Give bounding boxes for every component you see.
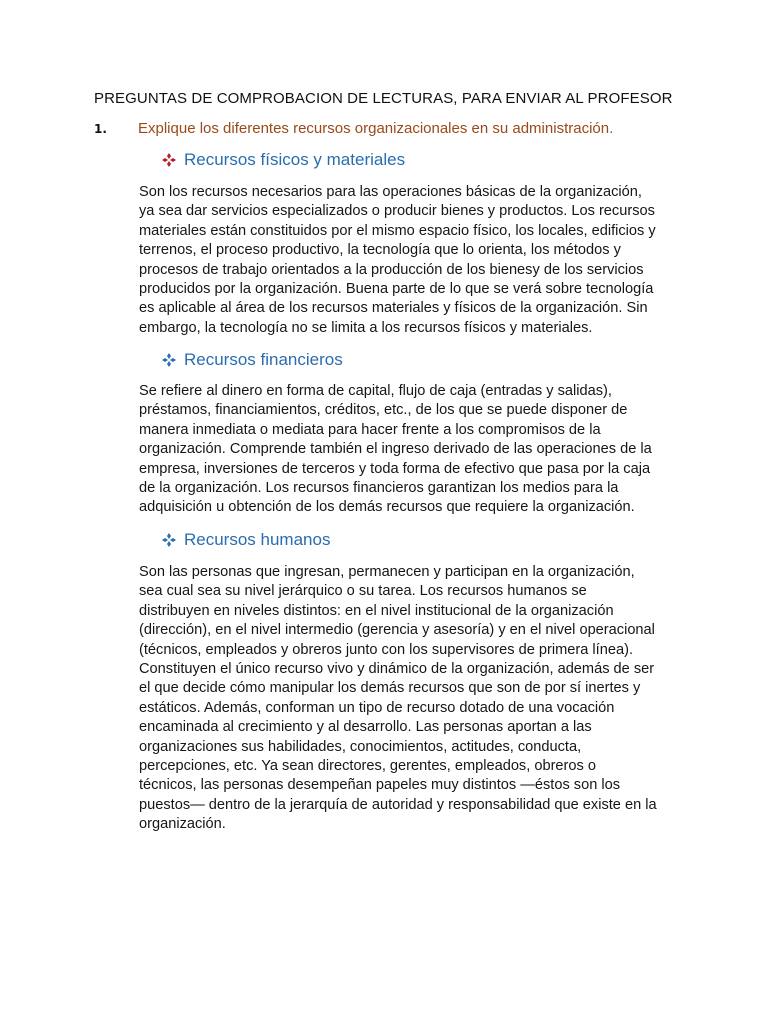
paragraph-line: embargo, la tecnología no se limita a los recursos físicos y materiales. <box>139 319 593 336</box>
paragraph-line: distribuyen en niveles distintos: en el nivel institucional de la organización <box>139 602 614 619</box>
paragraph-line: de la organización. Los recursos financieros garantizan los medios para la <box>139 480 619 497</box>
paragraph-line: Son los recursos necesarios para las operaciones básicas de la organización, <box>139 184 642 200</box>
paragraph-line: técnicos, las personas desempeñan papeles muy distintos —éstos son los <box>139 777 621 794</box>
question-text: Explique los diferentes recursos organizacionales en su administración. <box>138 120 614 137</box>
paragraph-line: adquisición u obtención de los demás recursos que requiere la organización. <box>139 499 635 516</box>
paragraph-line: Constituyen el único recurso vivo y dinámico de la organización, además de ser <box>139 661 655 678</box>
paragraph-line: organizaciones sus habilidades, conocimientos, actitudes, conducta, <box>139 738 582 755</box>
paragraph-line: el que decide cómo manipular los demás recursos que son de por sí inertes y <box>139 680 641 697</box>
paragraph-line: manera inmediata o mediata para hacer frente a los compromisos de la <box>139 421 601 438</box>
section-heading-fisicos <box>162 150 405 170</box>
diamond-bullet-icon-svg <box>162 533 176 547</box>
paragraph-line: encaminada al crecimiento y al desarrollo. Las personas aportan a las <box>139 719 592 736</box>
section-body-humanos <box>139 563 679 835</box>
document-title: PREGUNTAS DE COMPROBACION DE LECTURAS, PARA ENVIAR AL PROFESOR <box>94 90 673 107</box>
question-item <box>94 120 694 142</box>
question-number: 1. <box>94 122 107 136</box>
section-heading-humanos <box>162 530 330 550</box>
paragraph-line: organización. Comprende también el ingreso derivado de las operaciones de la <box>139 441 652 458</box>
diamond-bullet-icon <box>162 533 176 547</box>
section-heading-text: Recursos humanos <box>184 530 331 549</box>
diamond-bullet-icon-svg <box>162 153 176 167</box>
section-heading-text: Recursos financieros <box>184 350 343 369</box>
paragraph-line: préstamos, financiamientos, créditos, etc., de los que se puede disponer de <box>139 402 628 419</box>
diamond-bullet-icon <box>162 353 176 367</box>
section-heading-financieros <box>162 350 343 370</box>
paragraph-line: (técnicos, empleados y obreros junto con los supervisores de primera línea). <box>139 641 633 658</box>
diamond-bullet-icon <box>162 153 176 167</box>
paragraph-line: procesos de trabajo orientados a la producción de los bienesy de los servicios <box>139 261 644 278</box>
paragraph-line: ya sea dar servicios especializados o producir bienes y productos. Los recursos <box>139 203 655 220</box>
paragraph-line: (dirección), en el nivel intermedio (gerencia y asesoría) y en el nivel operacional <box>139 622 655 639</box>
paragraph-line: terrenos, el proceso productivo, la tecnología que lo orienta, los métodos y <box>139 242 621 259</box>
paragraph-line: Se refiere al dinero en forma de capital, flujo de caja (entradas y salidas), <box>139 383 612 399</box>
paragraph-line: materiales están constituidos por el mismo espacio físico, los locales, edificios y <box>139 222 656 239</box>
section-heading-text: Recursos físicos y materiales <box>184 150 406 169</box>
paragraph-line: sea cual sea su nivel jerárquico o su tarea. Los recursos humanos se <box>139 583 587 600</box>
section-body-fisicos <box>139 183 679 338</box>
paragraph-line: Son las personas que ingresan, permanecen y participan en la organización, <box>139 564 635 580</box>
paragraph-line: producidos por la organización. Buena parte de lo que se verá sobre tecnología <box>139 281 654 298</box>
paragraph-line: es aplicable al área de los recursos materiales y físicos de la organización. Sin <box>139 300 648 317</box>
paragraph-line: puestos— dentro de la jerarquía de autoridad y responsabilidad que existe en la <box>139 796 657 813</box>
section-body-financieros <box>139 382 679 518</box>
diamond-bullet-icon-svg <box>162 353 176 367</box>
paragraph-line: estáticos. Además, conforman un tipo de recurso dotado de una vocación <box>139 699 615 716</box>
paragraph-line: empresa, inversiones de terceros y toda forma de efectivo que pasa por la caja <box>139 460 651 477</box>
paragraph-line: percepciones, etc. Ya sean directores, gerentes, empleados, obreros o <box>139 758 596 775</box>
paragraph-line: organización. <box>139 816 226 833</box>
